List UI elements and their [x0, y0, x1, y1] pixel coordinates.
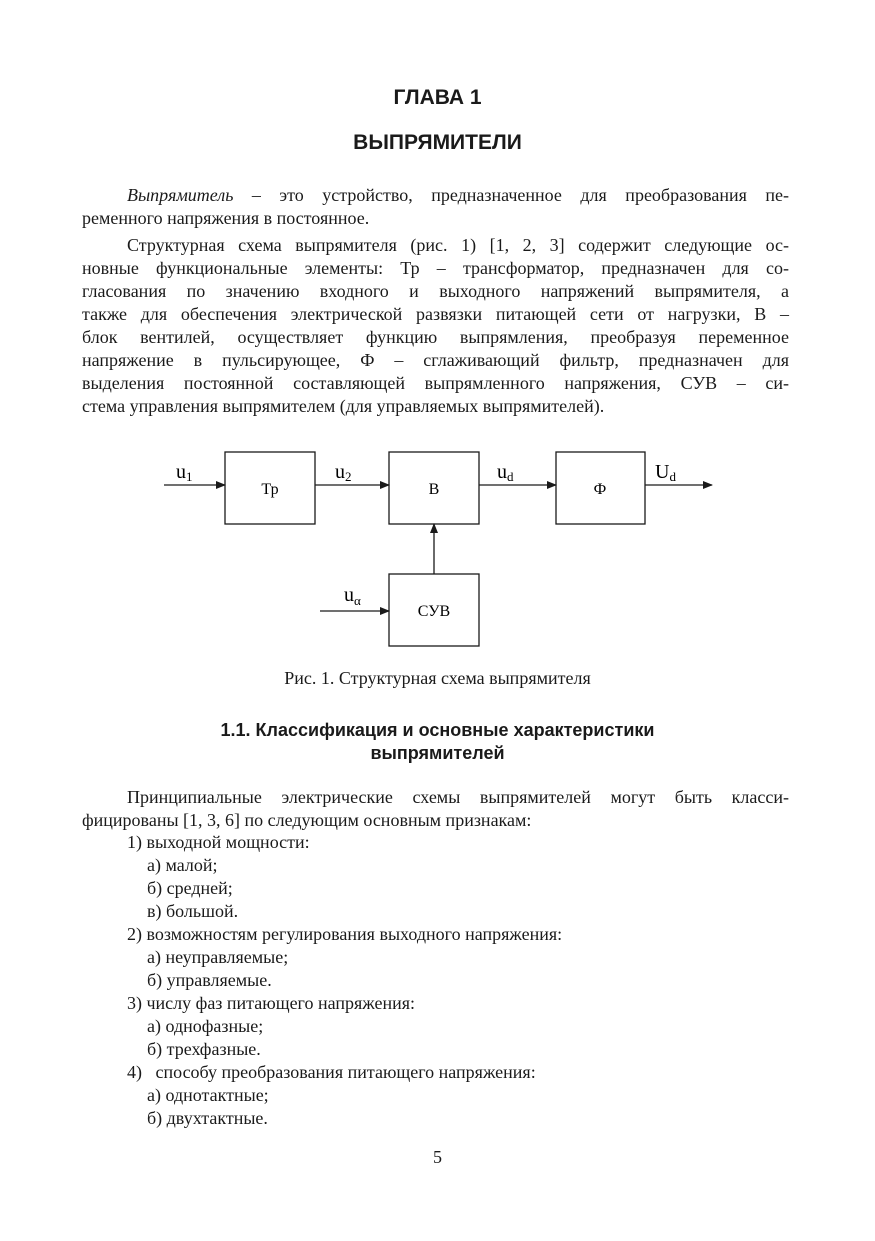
page-number: 5: [433, 1147, 442, 1167]
classification-intro: [82, 786, 789, 832]
p2-line: стема управления выпрямителем (для управляемых выпрямителей).: [82, 396, 605, 416]
signal-u1: u1: [176, 461, 193, 484]
list-subitem: а) малой;: [147, 855, 218, 875]
term-rectifier: Выпрямитель: [127, 185, 234, 205]
list-item: 3) числу фаз питающего напряжения:: [127, 993, 416, 1013]
signal-u2: u2: [335, 461, 352, 484]
block-label-f: Ф: [593, 481, 607, 498]
list-subitem: а) однотактные;: [147, 1085, 269, 1105]
p2-line: новные функциональные элементы: Тр – трансформатор, предназначен для со-: [82, 258, 789, 278]
signal-Ud: Ud: [655, 461, 676, 484]
list-subitem: б) управляемые.: [147, 970, 272, 990]
intro-line-rest: – это устройство, предназначенное для преобразования пе-: [233, 185, 789, 205]
list-item: 4) способу преобразования питающего напряжения:: [127, 1062, 536, 1082]
p2-line: Структурная схема выпрямителя (рис. 1) [1, 2, 3] содержит следующие ос-: [127, 235, 789, 255]
intro-paragraph-1: [82, 184, 789, 230]
chapter-number: ГЛАВА 1: [393, 86, 482, 109]
list-subitem: б) двухтактные.: [147, 1108, 268, 1128]
section-title-line-2: выпрямителей: [370, 743, 505, 763]
list-item: 1) выходной мощности:: [127, 832, 310, 852]
chapter-title: ВЫПРЯМИТЕЛИ: [353, 131, 522, 154]
block-label-v: В: [428, 481, 440, 498]
p2-line: блок вентилей, осуществляет функцию выпрямления, преобразуя переменное: [82, 327, 789, 347]
structure-diagram: [0, 440, 875, 660]
list-subitem: в) большой.: [147, 901, 239, 921]
list-item: 2) возможностям регулирования выходного напряжения:: [127, 924, 563, 944]
p2-line: напряжение в пульсирующее, Ф – сглаживающий фильтр, предназначен для: [82, 350, 789, 370]
classification-intro-line: фицированы [1, 3, 6] по следующим основным признакам:: [82, 810, 532, 830]
signal-ualpha: $u_\alpha$: [344, 584, 361, 608]
block-label-tr: Тр: [261, 481, 279, 498]
intro-line: [127, 184, 789, 207]
p2-line: также для обеспечения электрической развязки питающей сети от нагрузки, В –: [82, 304, 789, 324]
p2-line: гласования по значению входного и выходного напряжений выпрямителя, а: [82, 281, 789, 301]
block-label-suv: СУВ: [417, 603, 451, 620]
list-subitem: а) неуправляемые;: [147, 947, 289, 967]
intro-line: ременного напряжения в постоянное.: [82, 208, 370, 228]
signal-ud: ud: [497, 461, 514, 484]
intro-paragraph-2: [82, 234, 789, 418]
classification-intro-line: Принципиальные электрические схемы выпрямителей могут быть класси-: [127, 787, 789, 807]
list-subitem: б) трехфазные.: [147, 1039, 261, 1059]
section-title-line-1: 1.1. Классификация и основные характеристики: [220, 720, 655, 740]
p2-line: выделения постоянной составляющей выпрямленного напряжения, СУВ – си-: [82, 373, 789, 393]
figure-caption: Рис. 1. Структурная схема выпрямителя: [284, 668, 591, 688]
list-subitem: а) однофазные;: [147, 1016, 264, 1036]
list-subitem: б) средней;: [147, 878, 233, 898]
